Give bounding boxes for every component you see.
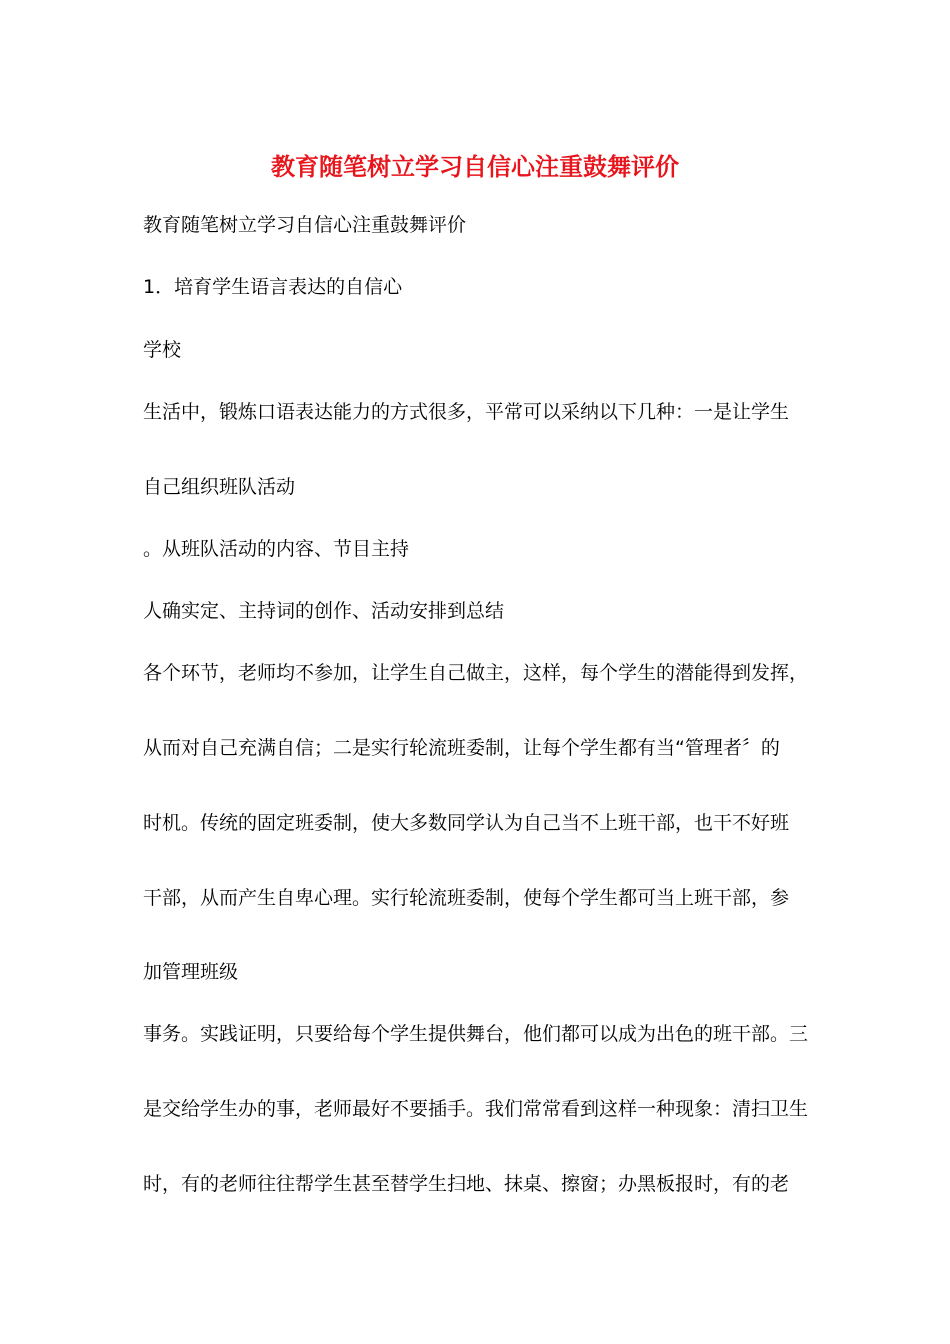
paragraph-line: 加管理班级	[143, 961, 239, 983]
paragraph-line: 。从班队活动的内容、节目主持	[143, 538, 410, 560]
paragraph-line: 干部，从而产生自卑心理。实行轮流班委制，使每个学生都可当上班干部，参	[143, 887, 790, 909]
paragraph-line: 时，有的老师往往帮学生甚至替学生扫地、抹桌、擦窗；办黑板报时，有的老	[143, 1173, 790, 1195]
paragraph-line: 学校	[143, 339, 182, 361]
paragraph-line: 各个环节，老师均不参加，让学生自己做主，这样，每个学生的潜能得到发挥，	[143, 662, 809, 684]
paragraph-line: 人确实定、主持词的创作、活动安排到总结	[143, 600, 505, 622]
paragraph-line: 事务。实践证明，只要给每个学生提供舞台，他们都可以成为出色的班干部。三	[143, 1023, 809, 1045]
paragraph-line: 自己组织班队活动	[143, 476, 296, 498]
subtitle-line: 教育随笔树立学习自信心注重鼓舞评价	[143, 214, 467, 236]
paragraph-line: 从而对自己充满自信；二是实行轮流班委制，让每个学生都有当“管理者〞的	[143, 737, 780, 759]
paragraph-line: 时机。传统的固定班委制，使大多数同学认为自己当不上班干部，也干不好班	[143, 812, 790, 834]
paragraph-line: 是交给学生办的事，老师最好不要插手。我们常常看到这样一种现象：清扫卫生	[143, 1098, 809, 1120]
section-heading: 1．培育学生语言表达的自信心	[143, 276, 403, 298]
paragraph-line: 生活中，锻炼口语表达能力的方式很多，平常可以采纳以下几种：一是让学生	[143, 401, 790, 423]
document-title: 教育随笔树立学习自信心注重鼓舞评价	[271, 153, 679, 181]
